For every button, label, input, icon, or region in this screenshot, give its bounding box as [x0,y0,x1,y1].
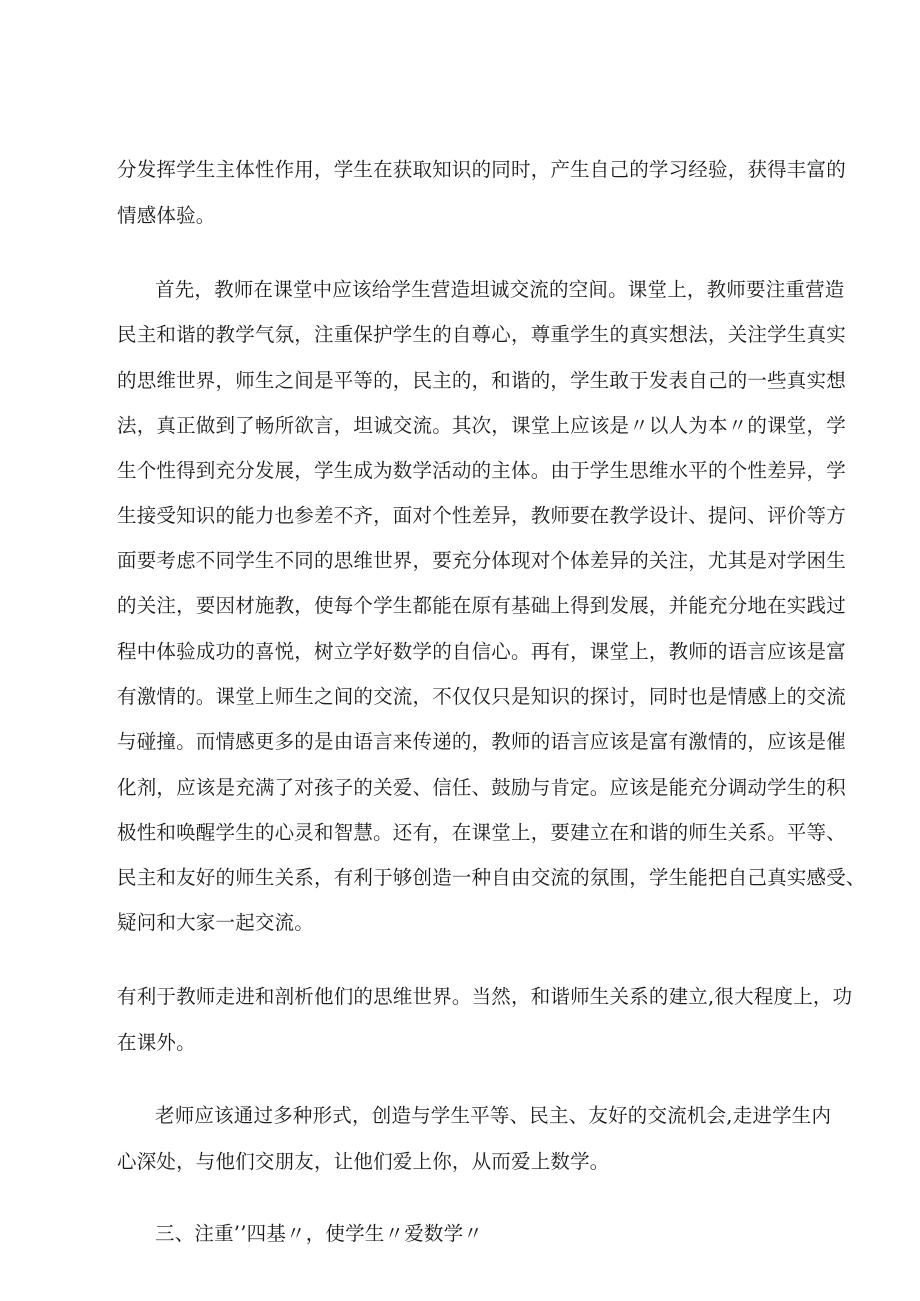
paragraph-2-line-15: 疑问和大家一起交流。 [117,911,315,934]
paragraph-2-line-7: 面要考虑不同学生不同的思维世界，要充分体现对个体差异的关注，尤其是对学困生 [117,549,846,572]
paragraph-2-line-2: 民主和谐的教学气氛，注重保护学生的自尊心，尊重学生的真实想法，关注学生真实 [117,323,846,346]
paragraph-3-line-2: 在课外。 [117,1031,196,1054]
paragraph-2-line-12: 化剂，应该是充满了对孩子的关爱、信任、鼓励与肯定。应该是能充分调动学生的积 [117,776,846,799]
paragraph-4-line-2: 心深处，与他们交朋友，让他们爱上你，从而爱上数学。 [117,1150,610,1173]
paragraph-2-line-11: 与碰撞。而情感更多的是由语言来传递的，教师的语言应该是富有激情的，应该是催 [117,730,846,753]
paragraph-2-line-5: 生个性得到充分发展，学生成为数学活动的主体。由于学生思维水平的个性差异，学 [117,459,846,482]
paragraph-2-line-6: 生接受知识的能力也参差不齐，面对个性差异，教师要在教学设计、提问、评价等方 [117,504,846,527]
paragraph-2-line-4: 法，真正做到了畅所欲言，坦诚交流。其次，课堂上应该是〃以人为本〃的课堂，学 [117,414,846,437]
paragraph-2-line-9: 程中体验成功的喜悦，树立学好数学的自信心。再有，课堂上，教师的语言应该是富 [117,640,846,663]
paragraph-1-line-2: 情感体验。 [117,204,216,227]
paragraph-2-line-1: 首先，教师在课堂中应该给学生营造坦诚交流的空间。课堂上，教师要注重营造 [155,278,845,301]
paragraph-1-line-1: 分发挥学生主体性作用，学生在获取知识的同时，产生自己的学习经验，获得丰富的 [117,158,846,181]
paragraph-4-line-1: 老师应该通过多种形式，创造与学生平等、民主、友好的交流机会,走进学生内 [155,1104,832,1127]
section-heading: 三、注重’’四基〃，使学生〃爱数学〃 [155,1222,483,1245]
paragraph-2-line-14: 民主和友好的师生关系，有利于够创造一种自由交流的氛围，学生能把自己真实感受、 [117,866,866,889]
paragraph-2-line-10: 有激情的。课堂上师生之间的交流，不仅仅只是知识的探讨，同时也是情感上的交流 [117,685,846,708]
paragraph-2-line-3: 的思维世界，师生之间是平等的，民主的，和谐的，学生敢于发表自己的一些真实想 [117,369,846,392]
paragraph-2-line-8: 的关注，要因材施教，使每个学生都能在原有基础上得到发展，并能充分地在实践过 [117,594,846,617]
paragraph-2-line-13: 极性和唤醒学生的心灵和智慧。还有，在课堂上，要建立在和谐的师生关系。平等、 [117,821,846,844]
paragraph-3-line-1: 有利于教师走进和剖析他们的思维世界。当然，和谐师生关系的建立,很大程度上，功 [117,985,853,1008]
